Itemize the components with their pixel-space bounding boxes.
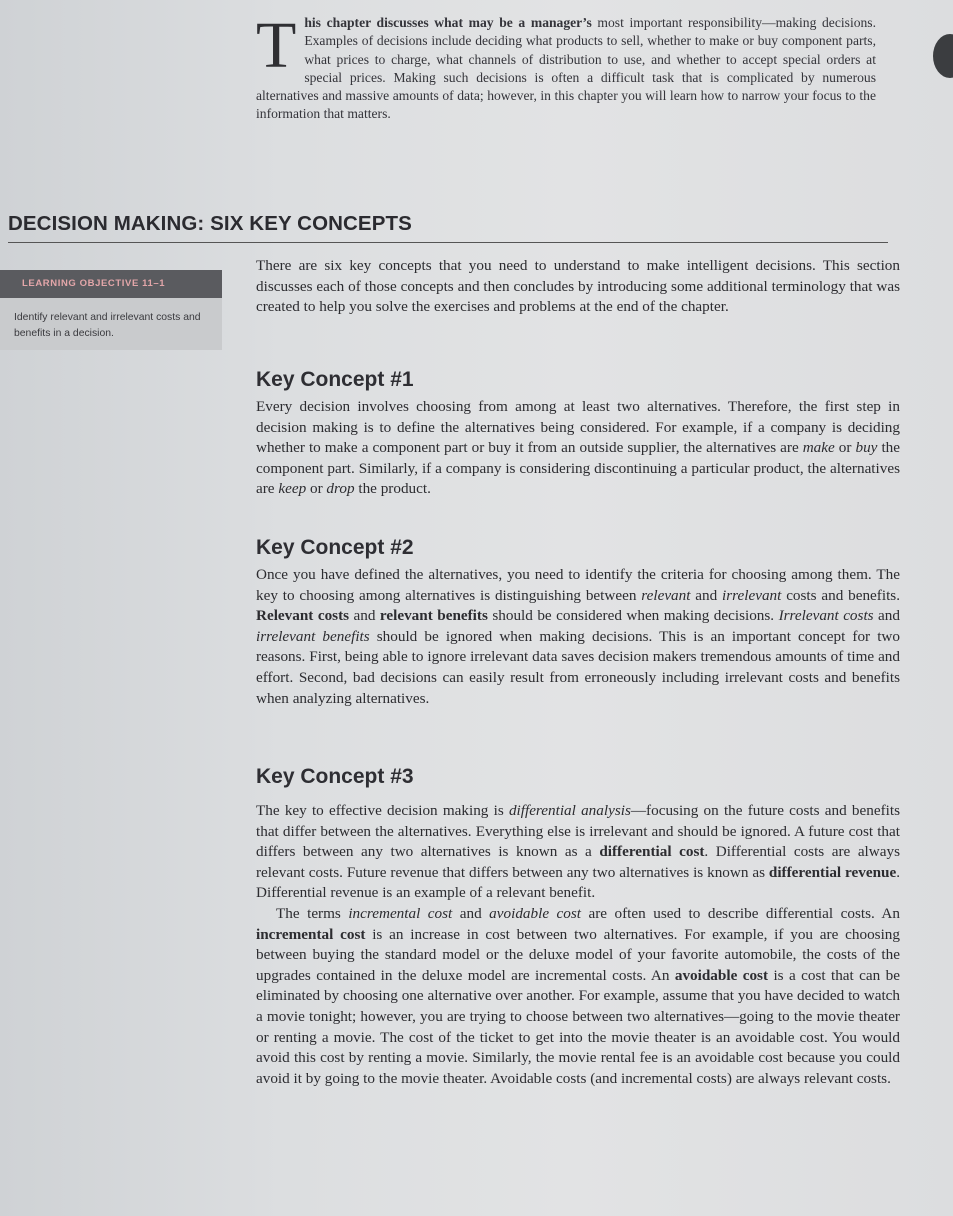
key-concept-2-heading: Key Concept #2 (256, 536, 414, 559)
section-intro-text: There are six key concepts that you need to understand to make intelligent decisions. This section discusses each of those concepts and then concludes by introducing some additional terminology that was created to help you solve the exercises and problems at the end of the chapter. (256, 257, 900, 316)
kc3-paragraph-1: The key to effective decision making is differential analysis—focusing on the future costs and benefits that differ between the alternatives. Everything else is irrelevant and should be ignored. A future cost that differs between any two alternatives is known as a differential cost. Differential costs are always relevant costs. Future revenue that differs between any two alternatives is known as differential revenue. Differential revenue is an example of a relevant benefit. (256, 802, 900, 902)
section-intro-paragraph (256, 256, 900, 318)
intro-lead-bold: his chapter discusses what may be a manager’s (304, 15, 592, 30)
learning-objective-text: Identify relevant and irrelevant costs and benefits in a decision. (14, 312, 201, 339)
section-heading: DECISION MAKING: SIX KEY CONCEPTS (8, 212, 888, 243)
key-concept-3-heading: Key Concept #3 (256, 765, 414, 788)
key-concept-1-paragraph (256, 397, 900, 500)
learning-objective-tag: LEARNING OBJECTIVE 11–1 (0, 270, 222, 298)
kc3-paragraph-2: The terms incremental cost and avoidable cost are often used to describe differential costs. An incremental cost is an increase in cost between two alternatives. For example, if you are choosing between buying the standard model or the deluxe model of your favorite automobile, the costs of the upgrades contained in the deluxe model are incremental costs. An avoidable cost is a cost that can be eliminated by choosing one alternative over another. For example, assume that you have decided to watch a movie tonight; however, you are trying to choose between two alternatives—going to the movie theater or renting a movie. The cost of the ticket to get into the movie theater is an avoidable cost. You would avoid this cost by renting a movie. Similarly, the movie rental fee is an avoidable cost because you could avoid it by going to the movie theater. Avoidable costs (and incremental costs) are always relevant costs. (256, 904, 900, 1087)
drop-cap: T (256, 9, 297, 82)
page-edge-shadow (933, 34, 953, 78)
kc2-text: Once you have defined the alternatives, you need to identify the criteria for choosing among them. The key to choosing among alternatives is distinguishing between relevant and irrelevant costs and benefits. Relevant costs and relevant benefits should be considered when making decisions. Irrelevant costs and irrelevant benefits should be ignored when making decisions. This is an important concept for two reasons. First, being able to ignore irrelevant data saves decision makers tremendous amounts of time and effort. Second, bad decisions can easily result from erroneously including irrelevant costs and benefits when analyzing alternatives. (256, 566, 901, 707)
key-concept-3-paragraphs (256, 801, 900, 1089)
learning-objective-box (0, 270, 222, 350)
key-concept-1-heading: Key Concept #1 (256, 368, 414, 391)
key-concept-2-paragraph (256, 565, 900, 709)
intro-text: most important responsibility—making decisions. Examples of decisions include deciding what products to sell, whether to make or buy component parts, what prices to charge, what channels of distribution to use, and whether to accept special orders at special prices. Making such decisions is often a difficult task that is complicated by numerous alternatives and massive amounts of data; however, in this chapter you will learn how to narrow your focus to the information that matters. (256, 15, 877, 122)
chapter-intro (256, 9, 877, 124)
kc1-text: Every decision involves choosing from among at least two alternatives. Therefore, the first step in decision making is to define the alternatives being considered. For example, if a company is deciding whether to make a component part or buy it from an outside supplier, the alternatives are make or buy the component part. Similarly, if a company is considering discontinuing a particular product, the alternatives are keep or drop the product. (256, 398, 901, 498)
